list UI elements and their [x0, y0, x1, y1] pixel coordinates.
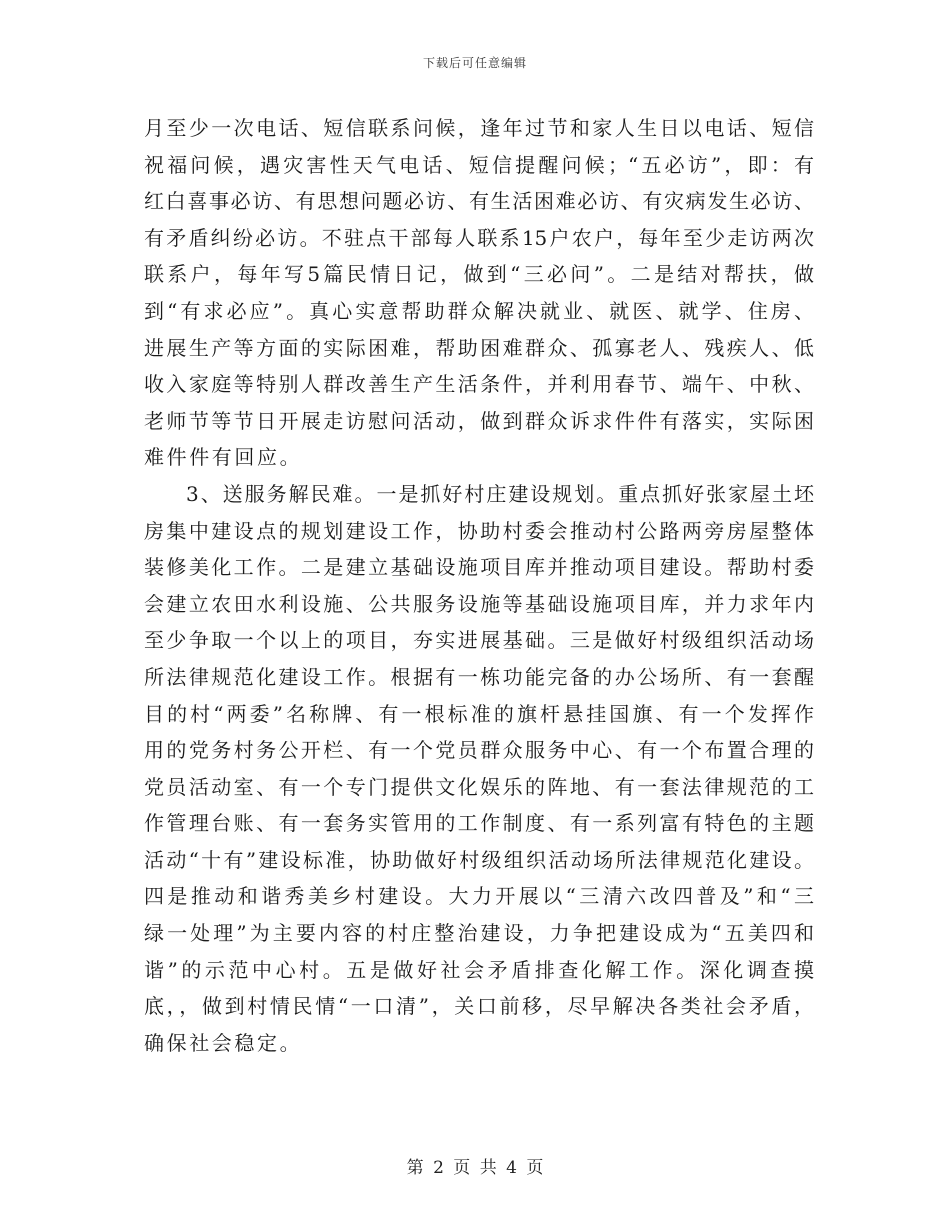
text-line: 底，，做到村情民情“一口清”，关口前移，尽早解决各类社会矛盾， — [144, 994, 814, 1019]
text-line: 装修美化工作。二是建立基础设施项目库并推动项目建设。帮助村委 — [144, 555, 814, 580]
text-line: 党员活动室、有一个专门提供文化娱乐的阵地、有一套法律规范的工 — [144, 774, 814, 799]
text-line: 红白喜事必访、有思想问题必访、有生活困难必访、有灾病发生必访、 — [144, 189, 814, 214]
text-line: 绿一处理”为主要内容的村庄整治建设，力争把建设成为“五美四和 — [144, 921, 814, 946]
text-line: 四是推动和谐秀美乡村建设。大力开展以“三清六改四普及”和“三 — [144, 884, 814, 909]
page-header: 下载后可任意编辑 — [422, 56, 527, 70]
text-line: 用的党务村务公开栏、有一个党员群众服务中心、有一个布置合理的 — [144, 738, 814, 763]
text-line: 老师节等节日开展走访慰问活动，做到群众诉求件件有落实，实际困 — [144, 408, 814, 433]
text-line: 进展生产等方面的实际困难，帮助困难群众、孤寡老人、残疾人、低 — [144, 335, 814, 360]
text-line: 活动“十有”建设标准，协助做好村级组织活动场所法律规范化建设。 — [144, 847, 814, 872]
paragraph-1 — [144, 110, 814, 476]
text-line: 至少争取一个以上的项目，夯实进展基础。三是做好村级组织活动场 — [144, 628, 814, 653]
text-line: 收入家庭等特别人群改善生产生活条件，并利用春节、端午、中秋、 — [144, 372, 814, 397]
text-line-last: 确保社会稳定。 — [144, 1030, 303, 1055]
text-line: 会建立农田水利设施、公共服务设施等基础设施项目库，并力求年内 — [144, 591, 814, 616]
text-line: 祝福问候，遇灾害性天气电话、短信提醒问候；“五必访”，即：有 — [144, 152, 814, 177]
text-line: 房集中建设点的规划建设工作，协助村委会推动村公路两旁房屋整体 — [144, 518, 814, 543]
page-number: 第 2 页 共 4 页 — [406, 1158, 544, 1178]
text-line-last: 难件件有回应。 — [144, 445, 303, 470]
text-line: 目的村“两委”名称牌、有一根标准的旗杆悬挂国旗、有一个发挥作 — [144, 701, 814, 726]
text-line: 联系户，每年写5篇民情日记，做到“三必问”。二是结对帮扶，做 — [144, 262, 814, 287]
paragraph-2 — [144, 476, 814, 1062]
text-line-first: 3、送服务解民难。一是抓好村庄建设规划。重点抓好张家屋土坯 — [186, 481, 814, 506]
text-line: 所法律规范化建设工作。根据有一栋功能完备的办公场所、有一套醒 — [144, 664, 814, 689]
text-line: 谐”的示范中心村。五是做好社会矛盾排查化解工作。深化调查摸 — [144, 957, 814, 982]
document-body — [144, 110, 814, 1061]
text-line: 到“有求必应”。真心实意帮助群众解决就业、就医、就学、住房、 — [144, 298, 814, 323]
text-line: 有矛盾纠纷必访。不驻点干部每人联系15户农户，每年至少走访两次 — [144, 225, 814, 250]
text-line: 作管理台账、有一套务实管用的工作制度、有一系列富有特色的主题 — [144, 811, 814, 836]
text-line: 月至少一次电话、短信联系问候，逢年过节和家人生日以电话、短信 — [144, 116, 814, 140]
